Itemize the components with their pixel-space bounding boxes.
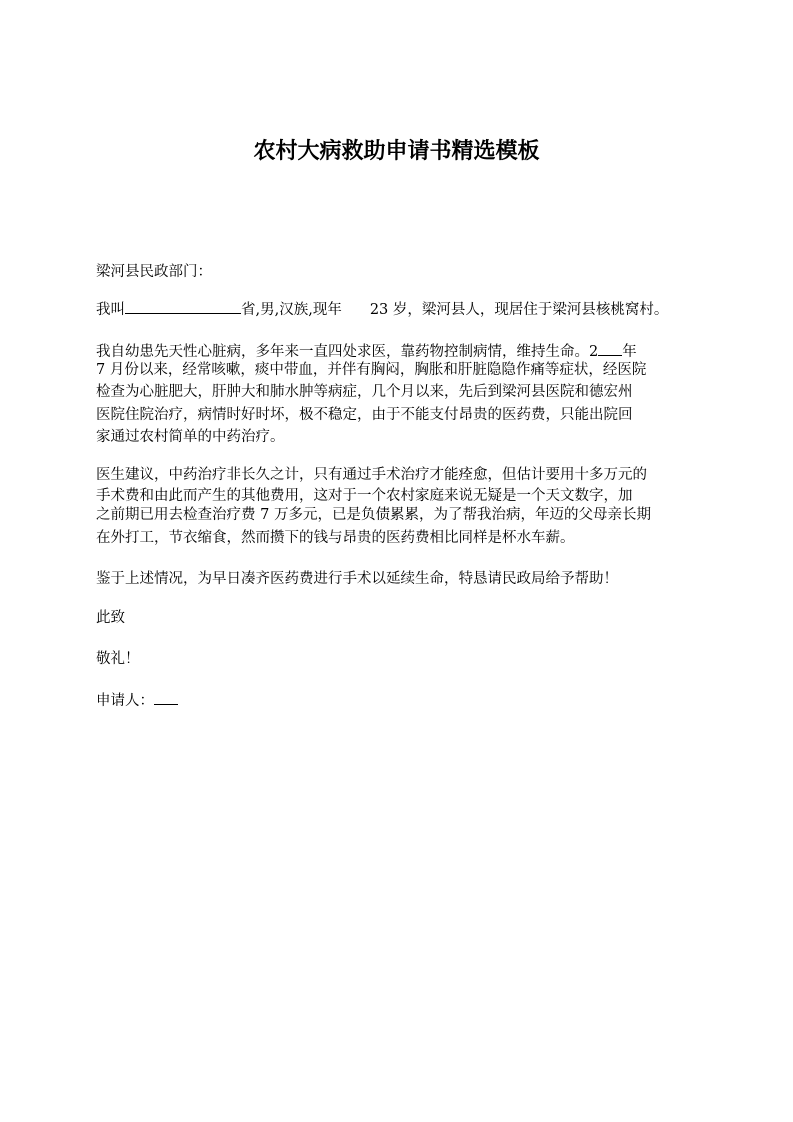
signature-line (96, 690, 178, 711)
intro-line (96, 299, 668, 320)
signature-blank (154, 690, 178, 705)
para2-line3: 之前期已用去检查治疗费 7 万多元，已是负债累累，为了帮我治病，年迈的父母亲长期 (96, 507, 651, 523)
signature-label: 申请人： (96, 693, 154, 709)
para2-line2: 手术费和由此而产生的其他费用，这对于一个农村家庭来说无疑是一个天文数字，加 (96, 488, 633, 504)
intro-middle: 省,男,汉族,现年 (241, 302, 342, 318)
name-blank (125, 299, 241, 314)
intro-prefix: 我叫 (96, 302, 125, 318)
para2-line1: 医生建议，中药治疗非长久之计，只有通过手术治疗才能痊愈，但估计要用十多万元的 (96, 467, 647, 483)
para1-line1-prefix: 我自幼患先天性心脏病，多年来一直四处求医，靠药物控制病情，维持生命。2 (96, 344, 599, 360)
para1-line4: 医院住院治疗，病情时好时坏，极不稳定，由于不能支付昂贵的医药费，只能出院回 (96, 407, 633, 423)
para1-line1-suffix: 年 (622, 344, 637, 360)
para3: 鉴于上述情况，为早日凑齐医药费进行手术以延续生命，特恳请民政局给予帮助！ (96, 571, 618, 587)
page-title: 农村大病救助申请书精选模板 (253, 139, 540, 164)
para2-line4: 在外打工，节衣缩食，然而攒下的钱与昂贵的医药费相比同样是杯水车薪。 (96, 530, 575, 546)
closing-jing-li: 敬礼！ (96, 651, 140, 667)
para1-line1 (96, 341, 637, 362)
year-blank (598, 341, 622, 356)
salutation: 梁河县民政部门： (96, 264, 212, 280)
para1-line3: 检查为心脏肥大，肝肿大和肺水肿等病症，几个月以来，先后到梁河县医院和德宏州 (96, 384, 633, 400)
intro-suffix: 23 岁，梁河县人，现居住于梁河县核桃窝村。 (369, 302, 669, 318)
para1-line5: 家通过农村简单的中药治疗。 (96, 429, 285, 445)
closing-ci-zhi: 此致 (96, 610, 125, 626)
para1-line2: 7 月份以来，经常咳嗽，痰中带血，并伴有胸闷，胸胀和肝脏隐隐作痛等症状，经医院 (96, 362, 647, 378)
